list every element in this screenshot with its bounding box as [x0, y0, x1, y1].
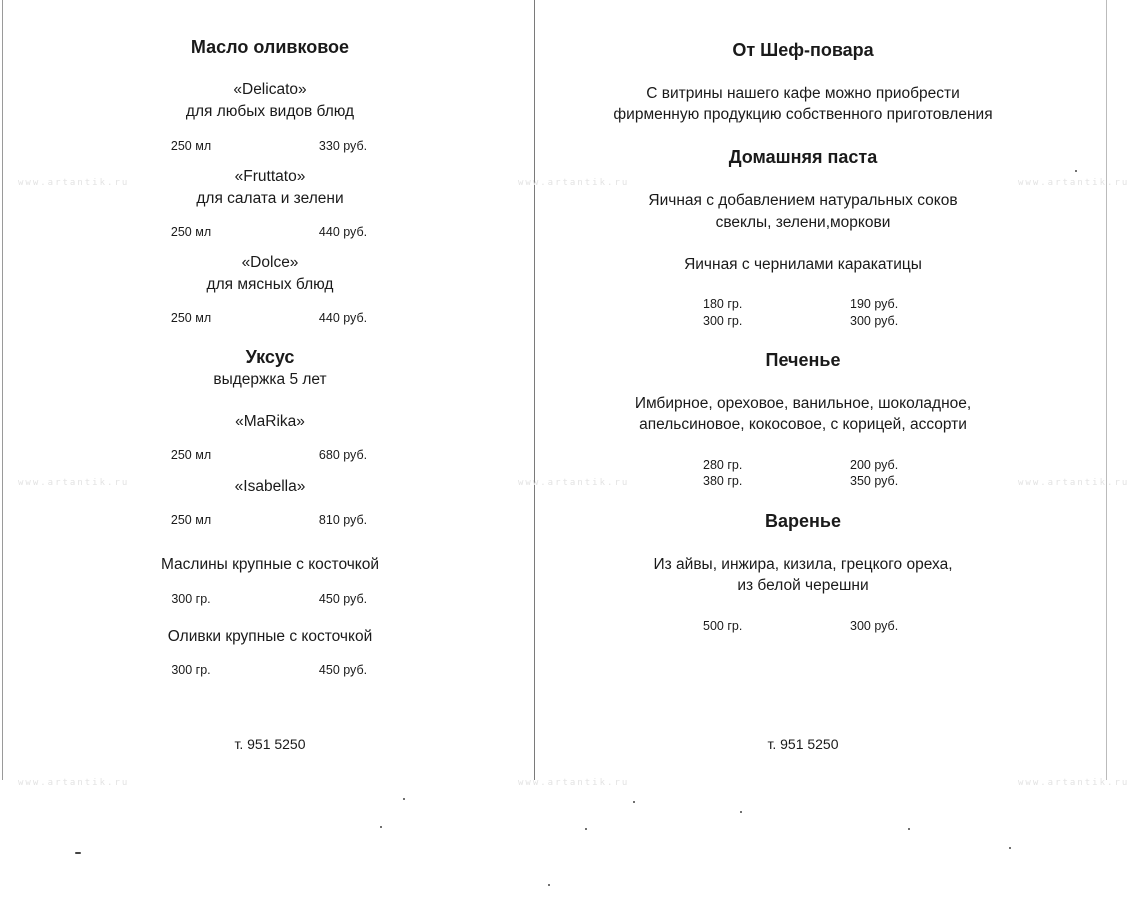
watermark: www.artantik.ru: [518, 178, 630, 188]
product-price: 680 руб.: [318, 448, 368, 462]
pasta-description: свеклы, зелени,моркови: [715, 214, 891, 231]
scan-speck: [740, 811, 742, 813]
product-price: 200 руб.: [850, 458, 899, 472]
watermark: www.artantik.ru: [518, 478, 630, 488]
product-description: для салата и зелени: [196, 190, 344, 207]
jam-description: из белой черешни: [737, 577, 869, 594]
product-volume: 250 мл: [170, 311, 212, 325]
phone-number: т. 951 5250: [767, 736, 839, 752]
cookies-heading: Печенье: [765, 350, 841, 370]
product-price: 300 руб.: [850, 619, 899, 633]
product-price: 330 руб.: [318, 139, 368, 153]
scan-speck: [633, 801, 635, 803]
chef-heading: От Шеф-повара: [732, 40, 874, 60]
page-divider: [534, 0, 535, 780]
scan-speck: [1009, 847, 1011, 849]
product-volume: 250 мл: [170, 225, 212, 239]
jam-heading: Варенье: [765, 511, 841, 531]
product-name: «Delicato»: [233, 81, 307, 98]
product-name: «Isabella»: [234, 478, 306, 495]
watermark: www.artantik.ru: [18, 178, 130, 188]
cookies-description: апельсиновое, кокосовое, с корицей, ассорти: [639, 416, 967, 433]
product-price: 300 руб.: [850, 314, 899, 328]
watermark: www.artantik.ru: [1018, 478, 1129, 488]
watermark: www.artantik.ru: [1018, 778, 1129, 788]
product-price: 440 руб.: [318, 225, 368, 239]
product-weight: 500 гр.: [703, 619, 743, 633]
scan-speck: [380, 826, 382, 828]
product-price: 450 руб.: [318, 592, 368, 606]
watermark: www.artantik.ru: [18, 478, 130, 488]
olives-green-name: Оливки крупные с косточкой: [167, 628, 373, 645]
product-name: «Dolce»: [241, 254, 299, 271]
scan-speck: [548, 884, 550, 886]
product-weight: 180 гр.: [703, 297, 743, 311]
page-edge-left: [2, 0, 3, 780]
jam-description: Из айвы, инжира, кизила, грецкого ореха,: [653, 556, 953, 573]
scan-speck: [585, 828, 587, 830]
intro-text: фирменную продукцию собственного приготовления: [613, 106, 993, 123]
pasta-heading: Домашняя паста: [728, 147, 878, 167]
product-price: 350 руб.: [850, 474, 899, 488]
product-volume: 250 мл: [170, 513, 212, 527]
pasta-description: Яичная с добавлением натуральных соков: [648, 192, 958, 209]
product-price: 450 руб.: [318, 663, 368, 677]
watermark: www.artantik.ru: [1018, 178, 1129, 188]
scan-speck: [1075, 170, 1077, 172]
scan-speck: [908, 828, 910, 830]
watermark: www.artantik.ru: [518, 778, 630, 788]
intro-text: С витрины нашего кафе можно приобрести: [646, 85, 960, 102]
product-price: 810 руб.: [318, 513, 368, 527]
product-description: для любых видов блюд: [185, 103, 355, 120]
product-price: 440 руб.: [318, 311, 368, 325]
product-name: «MaRika»: [235, 413, 305, 430]
olives-black-name: Маслины крупные с косточкой: [160, 556, 380, 573]
watermark: www.artantik.ru: [18, 778, 130, 788]
product-weight: 280 гр.: [703, 458, 743, 472]
product-volume: 250 мл: [170, 139, 212, 153]
olive-oil-heading: Масло оливковое: [190, 37, 350, 57]
product-name: «Fruttato»: [234, 168, 306, 185]
product-weight: 300 гр.: [703, 314, 743, 328]
product-weight: 300 гр.: [171, 592, 211, 606]
scan-speck: [75, 852, 81, 854]
product-price: 190 руб.: [850, 297, 899, 311]
scan-speck: [403, 798, 405, 800]
product-volume: 250 мл: [170, 448, 212, 462]
vinegar-heading: Уксус: [245, 347, 295, 367]
product-description: для мясных блюд: [206, 276, 334, 293]
pasta-description: Яичная с чернилами каракатицы: [684, 256, 922, 273]
page-edge-right: [1106, 0, 1107, 780]
product-weight: 380 гр.: [703, 474, 743, 488]
vinegar-subtitle: выдержка 5 лет: [213, 371, 327, 388]
product-weight: 300 гр.: [171, 663, 211, 677]
cookies-description: Имбирное, ореховое, ванильное, шоколадное,: [634, 395, 972, 412]
phone-number: т. 951 5250: [234, 736, 306, 752]
